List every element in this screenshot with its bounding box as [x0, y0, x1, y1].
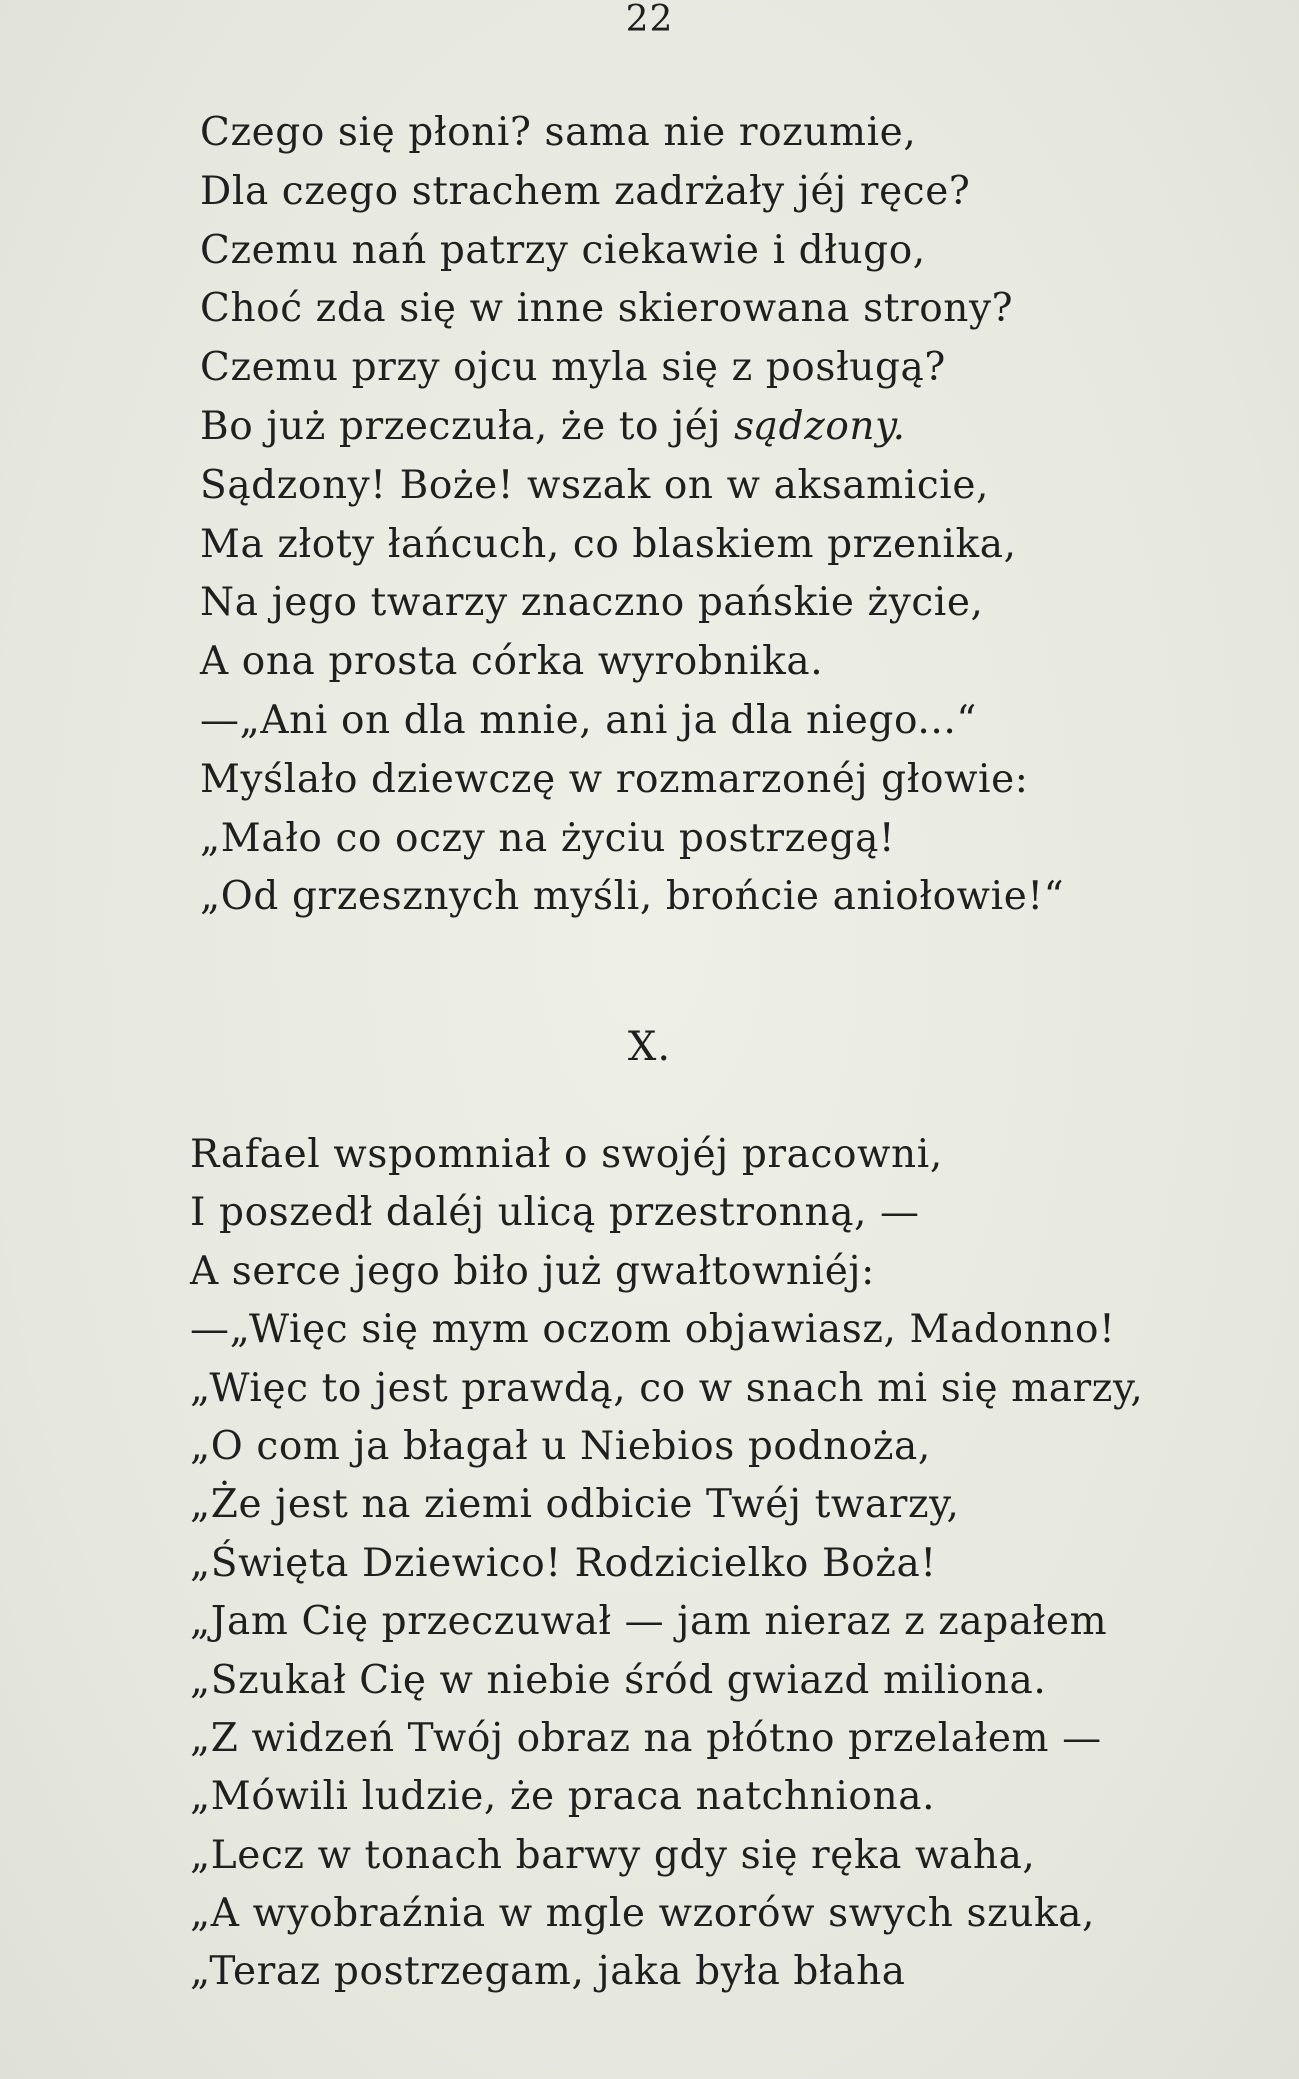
line-text: —„Ani on dla mnie, ani ja dla niego...“	[200, 697, 977, 743]
line-text: „Mało co oczy na życiu postrzegą!	[200, 815, 896, 861]
poem-line	[200, 868, 1064, 927]
poem-line	[200, 516, 1064, 575]
line-text: „Szukał Cię w niebie śród gwiazd miliona.	[190, 1657, 1047, 1703]
line-text: „Lecz w tonach barwy gdy się ręka waha,	[190, 1832, 1036, 1878]
poem-line	[190, 1243, 1143, 1301]
poem-line	[200, 398, 1064, 457]
line-text: Czemu nań patrzy ciekawie i długo,	[200, 227, 926, 273]
poem-line	[190, 1301, 1143, 1359]
poem-line	[200, 810, 1064, 869]
line-text: I poszedł daléj ulicą przestronną, —	[190, 1190, 920, 1236]
poem-line	[200, 104, 1064, 163]
line-text: „Że jest na ziemi odbicie Twéj twarzy,	[190, 1482, 960, 1528]
line-text: „Święta Dziewico! Rodzicielko Boża!	[190, 1540, 937, 1586]
line-text: „Więc to jest prawdą, co w snach mi się marzy,	[190, 1365, 1144, 1411]
poem-line	[190, 1184, 1143, 1242]
line-text: „Z widzeń Twój obraz na płótno przelałem —	[190, 1715, 1102, 1761]
poem-line	[200, 163, 1064, 222]
line-text: „Jam Cię przeczuwał — jam nieraz z zapałem	[190, 1599, 1108, 1645]
poem-line	[200, 280, 1064, 339]
line-text: Choć zda się w inne skierowana strony?	[200, 286, 1014, 332]
poem-line	[190, 1943, 1143, 2001]
poem-line	[190, 1476, 1143, 1534]
section-heading: X.	[627, 1024, 672, 1070]
poem-line	[200, 751, 1064, 810]
line-text: Na jego twarzy znaczno pańskie życie,	[200, 580, 984, 626]
page-number: 22	[625, 0, 674, 40]
poem-stanza-2	[190, 1126, 1143, 2002]
line-text: „Od grzesznych myśli, brońcie aniołowie!“	[200, 874, 1065, 920]
line-text: Ma złoty łańcuch, co blaskiem przenika,	[200, 521, 1017, 567]
emphasized-text: sądzony.	[734, 403, 906, 449]
line-text: Czemu przy ojcu myla się z posługą?	[200, 345, 946, 391]
poem-line	[190, 1652, 1143, 1710]
line-text: A serce jego biło już gwałtowniéj:	[190, 1248, 875, 1294]
poem-stanza-1	[200, 104, 1064, 927]
line-text: Bo już przeczuła, że to jéj	[200, 403, 735, 449]
poem-line	[200, 633, 1064, 692]
poem-line	[190, 1827, 1143, 1885]
line-text: „Teraz postrzegam, jaka była błaha	[190, 1949, 906, 1995]
poem-line	[190, 1593, 1143, 1651]
line-text: Dla czego strachem zadrżały jéj ręce?	[200, 168, 971, 214]
poem-line	[190, 1768, 1143, 1826]
line-text: —„Więc się mym oczom objawiasz, Madonno!	[190, 1307, 1116, 1353]
poem-line	[200, 222, 1064, 281]
line-text: Czego się płoni? sama nie rozumie,	[200, 110, 917, 155]
poem-line	[190, 1710, 1143, 1768]
poem-line	[200, 692, 1064, 751]
line-text: „A wyobraźnia w mgle wzorów swych szuka,	[190, 1891, 1096, 1937]
line-text: „Mówili ludzie, że praca natchniona.	[190, 1774, 936, 1820]
poem-line	[200, 457, 1064, 516]
line-text: „O com ja błagał u Niebios podnoża,	[190, 1423, 931, 1469]
poem-line	[190, 1418, 1143, 1476]
line-text: A ona prosta córka wyrobnika.	[200, 639, 824, 685]
poem-line	[190, 1126, 1143, 1184]
poem-line	[190, 1535, 1143, 1593]
poem-line	[190, 1885, 1143, 1943]
line-text: Rafael wspomniał o swojéj pracowni,	[190, 1132, 943, 1177]
poem-line	[200, 339, 1064, 398]
line-text: Myślało dziewczę w rozmarzonéj głowie:	[200, 756, 1029, 802]
poem-line	[200, 574, 1064, 633]
poem-line	[190, 1360, 1143, 1418]
line-text: Sądzony! Boże! wszak on w aksamicie,	[200, 462, 990, 508]
